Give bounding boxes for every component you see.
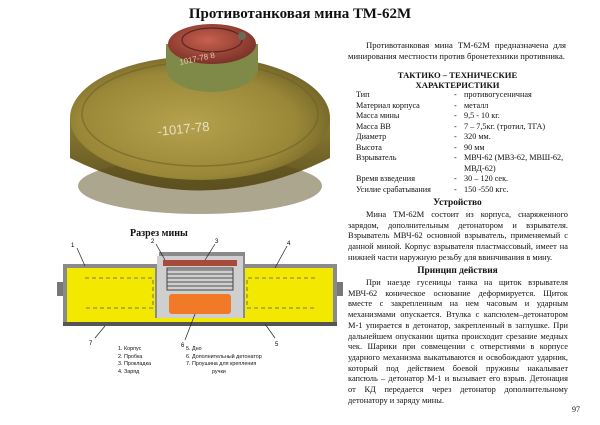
callout-4: 4	[287, 241, 291, 247]
principle-heading: Принцип действия	[417, 266, 498, 276]
spec-row: Время взведения - 30 – 120 сек.	[356, 174, 509, 183]
page-title: Противотанковая мина ТМ-62М	[188, 6, 412, 22]
cap-marking: 1017-78 8	[178, 50, 216, 67]
legend-item: 6. Дополнительный детонатор	[186, 353, 262, 360]
legend-item: ручки	[212, 368, 226, 375]
page-number: 97	[572, 405, 580, 414]
callout-3: 3	[215, 239, 219, 245]
device-heading: Устройство	[433, 198, 482, 208]
legend-item: 5. Дно	[186, 346, 202, 352]
diagram-title: Разрез мины	[130, 228, 188, 239]
legend-item: 4. Заряд	[118, 368, 140, 375]
callout-5: 5	[275, 342, 279, 348]
spec-row: Масса мины - 9,5 - 10 кг.	[356, 111, 500, 120]
spec-row: Высота - 90 мм	[356, 142, 485, 152]
fuse-pin	[238, 32, 246, 40]
legend-item: 7. Проушина для крепления	[186, 361, 257, 368]
legend-right	[186, 346, 262, 376]
detonator-shape	[169, 294, 231, 314]
specs-heading: ТАКТИКО – ТЕХНИЧЕСКИЕ ХАРАКТЕРИСТИКИ	[397, 70, 518, 90]
legend-item: 1. Корпус	[118, 346, 142, 352]
mine-marking: -1017-78	[156, 118, 211, 139]
intro-text: Противотанковая мина ТМ-62М предназначена для минирования местности против бронетехники противника.	[348, 40, 566, 61]
spec-row: Усилие срабатывания - 150 -550 кгс.	[356, 184, 509, 194]
spec-row: Масса ВВ - 7 – 7,5кг. (тротил, ТГА)	[356, 121, 546, 131]
principle-text: При наезде гусеницы танка на щиток взрывателя МВЧ-62 коническое основание деформируется. Щиток вместе с закрепленным на нем часовым и ударным механизмами опускается. Втулка с капсюлем–детонатором М-1 упирается в детонатор, закрепленный в заглушке. При дальнейшем опускании щитка происходит срезание медных чек. Шарики при совмещении с отверстиями в корпусе ударного механизма выкатываются и освобождают ударник, который под действием боевой пружины накалывает капсюль – детонатор М-1 и вызывает его взрыв. Детонация от КД передается через детонатор дополнительному детонатору и заряду мины.	[348, 278, 568, 405]
legend-item: 3. Прокладка	[118, 361, 152, 368]
lug-right	[337, 282, 343, 296]
specs-table	[356, 90, 572, 195]
spec-row: Тип - противогусеничная	[356, 90, 532, 99]
legend-left	[118, 346, 151, 376]
spec-row: Диаметр - 320 мм.	[356, 132, 491, 141]
lug-left	[57, 282, 63, 296]
cross-section-diagram	[55, 238, 345, 350]
device-text: Мина ТМ-62М состоит из корпуса, снаряженного зарядом, дополнительным детонатором и взрывателя. Взрыватель МВЧ-62 основной взрыватель, применяемый с данной миной. Корпус взрывателя пластмассовый, имеет на нижней части наружную резьбу для ввинчивания в мину.	[348, 210, 568, 262]
plug-shape	[163, 260, 237, 266]
callout-6: 6	[181, 343, 185, 349]
callout-7: 7	[89, 341, 93, 347]
callout-2: 2	[151, 239, 155, 245]
spec-row: Материал корпуса - металл	[356, 100, 489, 110]
mine-photo	[62, 18, 337, 223]
callout-1: 1	[71, 243, 75, 249]
spec-row: Взрыватель - МВЧ-62 (МВЗ-62, МВШ-62, МВД-62)	[356, 153, 564, 173]
legend-item: 2. Пробка	[118, 353, 143, 360]
